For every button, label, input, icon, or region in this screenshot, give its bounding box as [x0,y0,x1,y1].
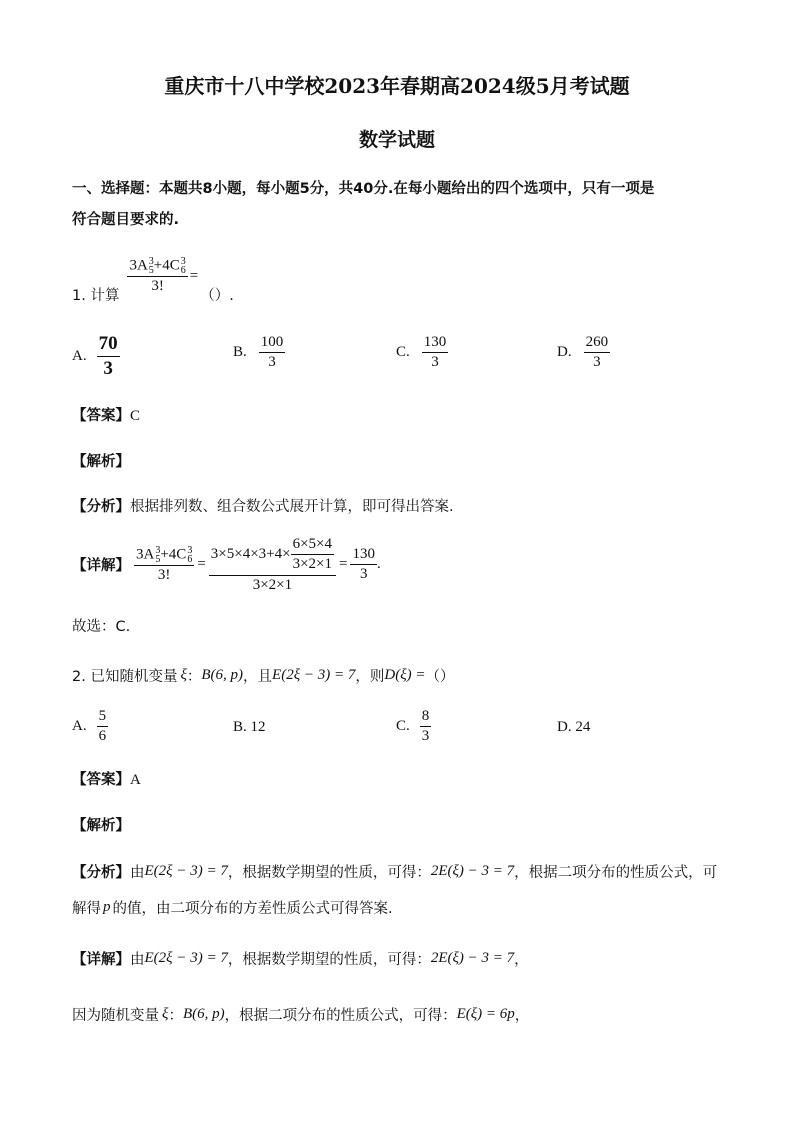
fenxi-e: 的值，由二项分布的方差性质公式可得答案. [112,901,393,917]
xj-left-fraction [134,546,194,584]
answer-tag: 【答案】 [72,772,130,788]
option-fraction [97,708,109,746]
section-heading-line1: 一、选择题：本题共8小题，每小题5分，共40分.在每小题给出的四个选项中，只有一项是 [72,181,655,197]
section-heading-line2: 符合题目要求的. [72,212,180,228]
option-label: D. [557,344,572,361]
xj-mid-den: 3×2×1 [252,576,293,593]
xj-den: 3! [157,566,171,583]
xj-inner-num: 6×5×4 [291,536,334,555]
q2-cond: E(2ξ − 3) = 7 [272,667,356,683]
q2-mid2: ，则 [355,669,385,685]
option-den: 6 [98,728,107,745]
q1-num-c-sup: 3 [180,256,186,268]
q1-choose: 故选：C. [72,619,131,635]
xj-mid-fraction [209,536,336,594]
option-label: C. [396,344,410,361]
option-fraction [259,334,286,372]
answer-value: A [130,772,141,788]
q2-option-c [396,708,431,746]
q2-tilde: ： [186,669,202,685]
q2-answer [72,768,141,789]
q1-num-a-sup: 3 [148,256,154,268]
q2-xi: ξ [180,667,187,683]
q1-prefix: 1. 计算 [72,288,120,304]
q1-suffix: （）. [200,288,234,304]
q2-fenxi-line2 [72,897,393,918]
last-b: ，根据二项分布的性质公式，可得： [224,1008,457,1024]
option-label: A. [72,718,87,735]
xj-result-fraction [350,546,377,584]
option-fraction [422,334,449,372]
option-num: 260 [584,334,611,353]
option-label: B. [233,344,247,361]
last-dist: B(6, p) [182,1006,225,1022]
option-label: A. [72,347,87,364]
q1-option-d [557,334,610,372]
q1-answer [72,404,140,425]
option-text: 12 [250,719,266,735]
q1-fenxi [72,495,454,516]
xj-a: 由 [130,952,145,968]
fenxi-cond: E(2ξ − 3) = 7 [144,863,228,879]
fenxi-c: ，根据二项分布的性质公式，可 [514,865,718,881]
xj-inner-den: 3×2×1 [292,556,333,573]
last-eq: E(ξ) = 6p [456,1006,515,1022]
q2-fenxi-line1 [72,861,717,882]
q2-prefix: 2. 已知随机变量 [72,669,178,685]
xiangjie-tag: 【详解】 [72,952,130,968]
q1-option-c [396,334,448,372]
option-num: 5 [97,708,109,727]
xj-num-a-sup: 3 [155,544,161,556]
xj-res-den: 3 [359,566,368,583]
option-label: D. [557,719,572,735]
q2-stem [72,665,455,686]
q2-analysis-tag: 【解析】 [72,818,130,834]
xiangjie-tag: 【详解】 [72,558,130,575]
option-den: 3 [268,354,276,371]
q1-num-a: 3A [129,257,148,274]
xj-b: ，根据数学期望的性质，可得： [227,952,431,968]
q1-den: 3! [151,278,164,295]
q1-expression [127,257,187,295]
q1-xiangjie [72,536,381,594]
last-a: 因为随机变量 [72,1008,159,1024]
fenxi-tag: 【分析】 [72,865,130,881]
xj-num-a-sub: 5 [155,553,161,565]
xj-num-a: 3A [136,546,155,563]
q1-analysis-tag: 【解析】 [72,454,130,470]
last-c: ， [514,1008,530,1024]
q2-ask: D(ξ) = [384,667,426,683]
fenxi-d: 解得 [72,901,101,917]
xj-num-plus: +4C [160,546,187,563]
q2-option-b [233,719,266,736]
option-label: C. [396,718,410,735]
option-label: B. [233,719,247,735]
xj-eq2: = [339,556,348,573]
last-xi: ξ [162,1006,169,1022]
option-fraction [97,333,120,380]
xj-inner-fraction [291,536,334,574]
q1-num-a-sub: 5 [148,265,154,277]
q2-last-line [72,1004,529,1025]
xj-c: ， [514,952,529,968]
q2-suffix: （） [425,669,455,685]
option-den: 3 [421,728,430,745]
option-den: 3 [103,357,113,379]
option-text: 24 [575,719,591,735]
page-title: 重庆市十八中学校2023年春期高2024级5月考试题 [164,74,630,98]
q2-option-d [557,719,590,736]
q2-xiangjie [72,948,529,969]
xj-mid-num-left: 3×5×4×3+4× [210,546,291,563]
answer-tag: 【答案】 [72,408,130,424]
option-den: 3 [593,354,601,371]
q1-num-plus: +4C [153,257,180,274]
last-tilde: ： [168,1008,183,1024]
answer-value: C [130,408,141,424]
fenxi-b: ，根据数学期望的性质，可得： [227,865,431,881]
option-fraction [420,708,432,746]
xj-num-c-sub: 6 [187,553,193,565]
q1-num-c-sub: 6 [180,265,186,277]
xj-res-num: 130 [350,546,377,565]
option-fraction [584,334,611,372]
fenxi-p: p [103,899,111,915]
option-num: 130 [422,334,449,353]
fenxi-eq: 2E(ξ) − 3 = 7 [430,863,515,879]
option-num: 100 [259,334,286,353]
option-num: 8 [420,708,432,727]
q1-option-a [72,333,120,380]
page-subtitle: 数学试题 [358,129,435,151]
q2-option-a [72,708,108,746]
q2-dist: B(6, p) [201,667,244,683]
q1-stem [72,256,234,305]
q1-eq: = [189,268,199,284]
fenxi-tag: 【分析】 [72,499,130,515]
xj-eq: 2E(ξ) − 3 = 7 [430,950,515,966]
option-num: 70 [97,333,120,357]
q1-option-b [233,334,285,372]
q2-mid: ，且 [243,669,273,685]
xj-eq1: = [197,556,206,573]
xj-num-c-sup: 3 [187,544,193,556]
xj-end: . [376,556,381,573]
fenxi-text: 根据排列数、组合数公式展开计算，即可得出答案. [130,499,454,515]
option-den: 3 [431,354,439,371]
xj-cond: E(2ξ − 3) = 7 [144,950,228,966]
fenxi-a: 由 [130,865,145,881]
